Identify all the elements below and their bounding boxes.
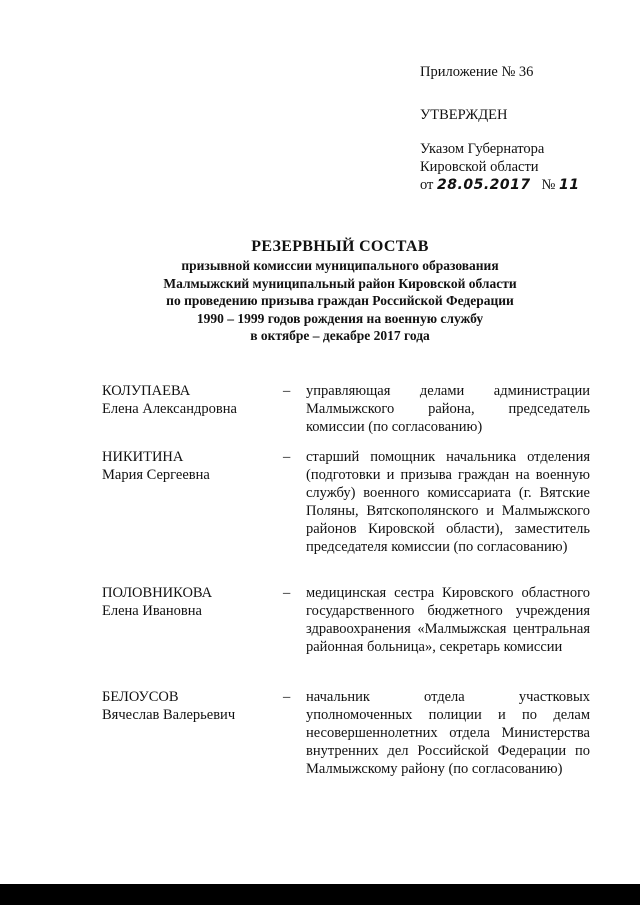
member-entry: [102, 688, 590, 788]
member-given-names: Вячеслав Валерьевич: [102, 707, 236, 723]
member-role: старший помощник начальника отделения (подготовки и призыва граждан на военную службу) военного комиссариата (г. Вятские Поляны, Вятскополянского и Малмыжского районов Кировской области), заместитель председателя комиссии (по согласованию): [306, 449, 590, 555]
member-surname: БЕЛОУСОВ: [102, 689, 179, 705]
title-line-4: 1990 – 1999 годов рождения на военную службу: [196, 310, 484, 326]
title-line-3: по проведению призыва граждан Российской Федерации: [166, 293, 514, 308]
decree-date-prefix: от: [420, 177, 434, 193]
approval-heading: УТВЕРЖДЕН: [420, 107, 508, 123]
member-given-names: Елена Александровна: [102, 401, 237, 417]
member-role: управляющая делами администрации Малмыжского района, председатель комиссии (по согласованию): [306, 383, 590, 435]
member-surname: ПОЛОВНИКОВА: [102, 585, 213, 601]
appendix-label: Приложение № 36: [420, 64, 534, 80]
member-given-names: Мария Сергеевна: [102, 467, 210, 483]
document-title: РЕЗЕРВНЫЙ СОСТАВ: [251, 238, 429, 255]
member-given-names: Елена Ивановна: [102, 603, 202, 619]
decree-date: 28.05.2017: [437, 177, 531, 193]
member-surname: КОЛУПАЕВА: [102, 383, 191, 399]
member-role: начальник отдела участковых уполномоченных полиции и по делам несовершеннолетних отдела Министерства внутренних дел Российской Федерации по Малмыжскому району (по согласованию): [306, 689, 590, 777]
decree-block: [420, 140, 579, 194]
member-surname: НИКИТИНА: [102, 449, 184, 465]
decree-date-line: [420, 176, 579, 194]
decree-line-2: Кировской области: [420, 159, 539, 175]
scan-edge-bar: [0, 884, 640, 905]
member-role: медицинская сестра Кировского областного государственного бюджетного учреждения здравоохранения «Малмыжская центральная районная больница», секретарь комиссии: [306, 585, 590, 655]
member-entry: [102, 448, 590, 568]
member-dash: –: [283, 689, 291, 705]
decree-number-prefix: №: [541, 177, 556, 193]
member-entry: [102, 584, 590, 674]
decree-line-1: Указом Губернатора: [420, 141, 545, 157]
title-line-2: Малмыжский муниципальный район Кировской области: [163, 275, 517, 291]
member-dash: –: [283, 449, 291, 465]
member-entry: [102, 382, 590, 442]
document-title-block: [100, 237, 580, 345]
member-dash: –: [283, 585, 291, 601]
title-line-1: призывной комиссии муниципального образования: [181, 258, 499, 273]
title-line-5: в октябре – декабре 2017 года: [250, 328, 430, 343]
member-dash: –: [283, 383, 291, 399]
decree-number: 11: [558, 177, 580, 193]
